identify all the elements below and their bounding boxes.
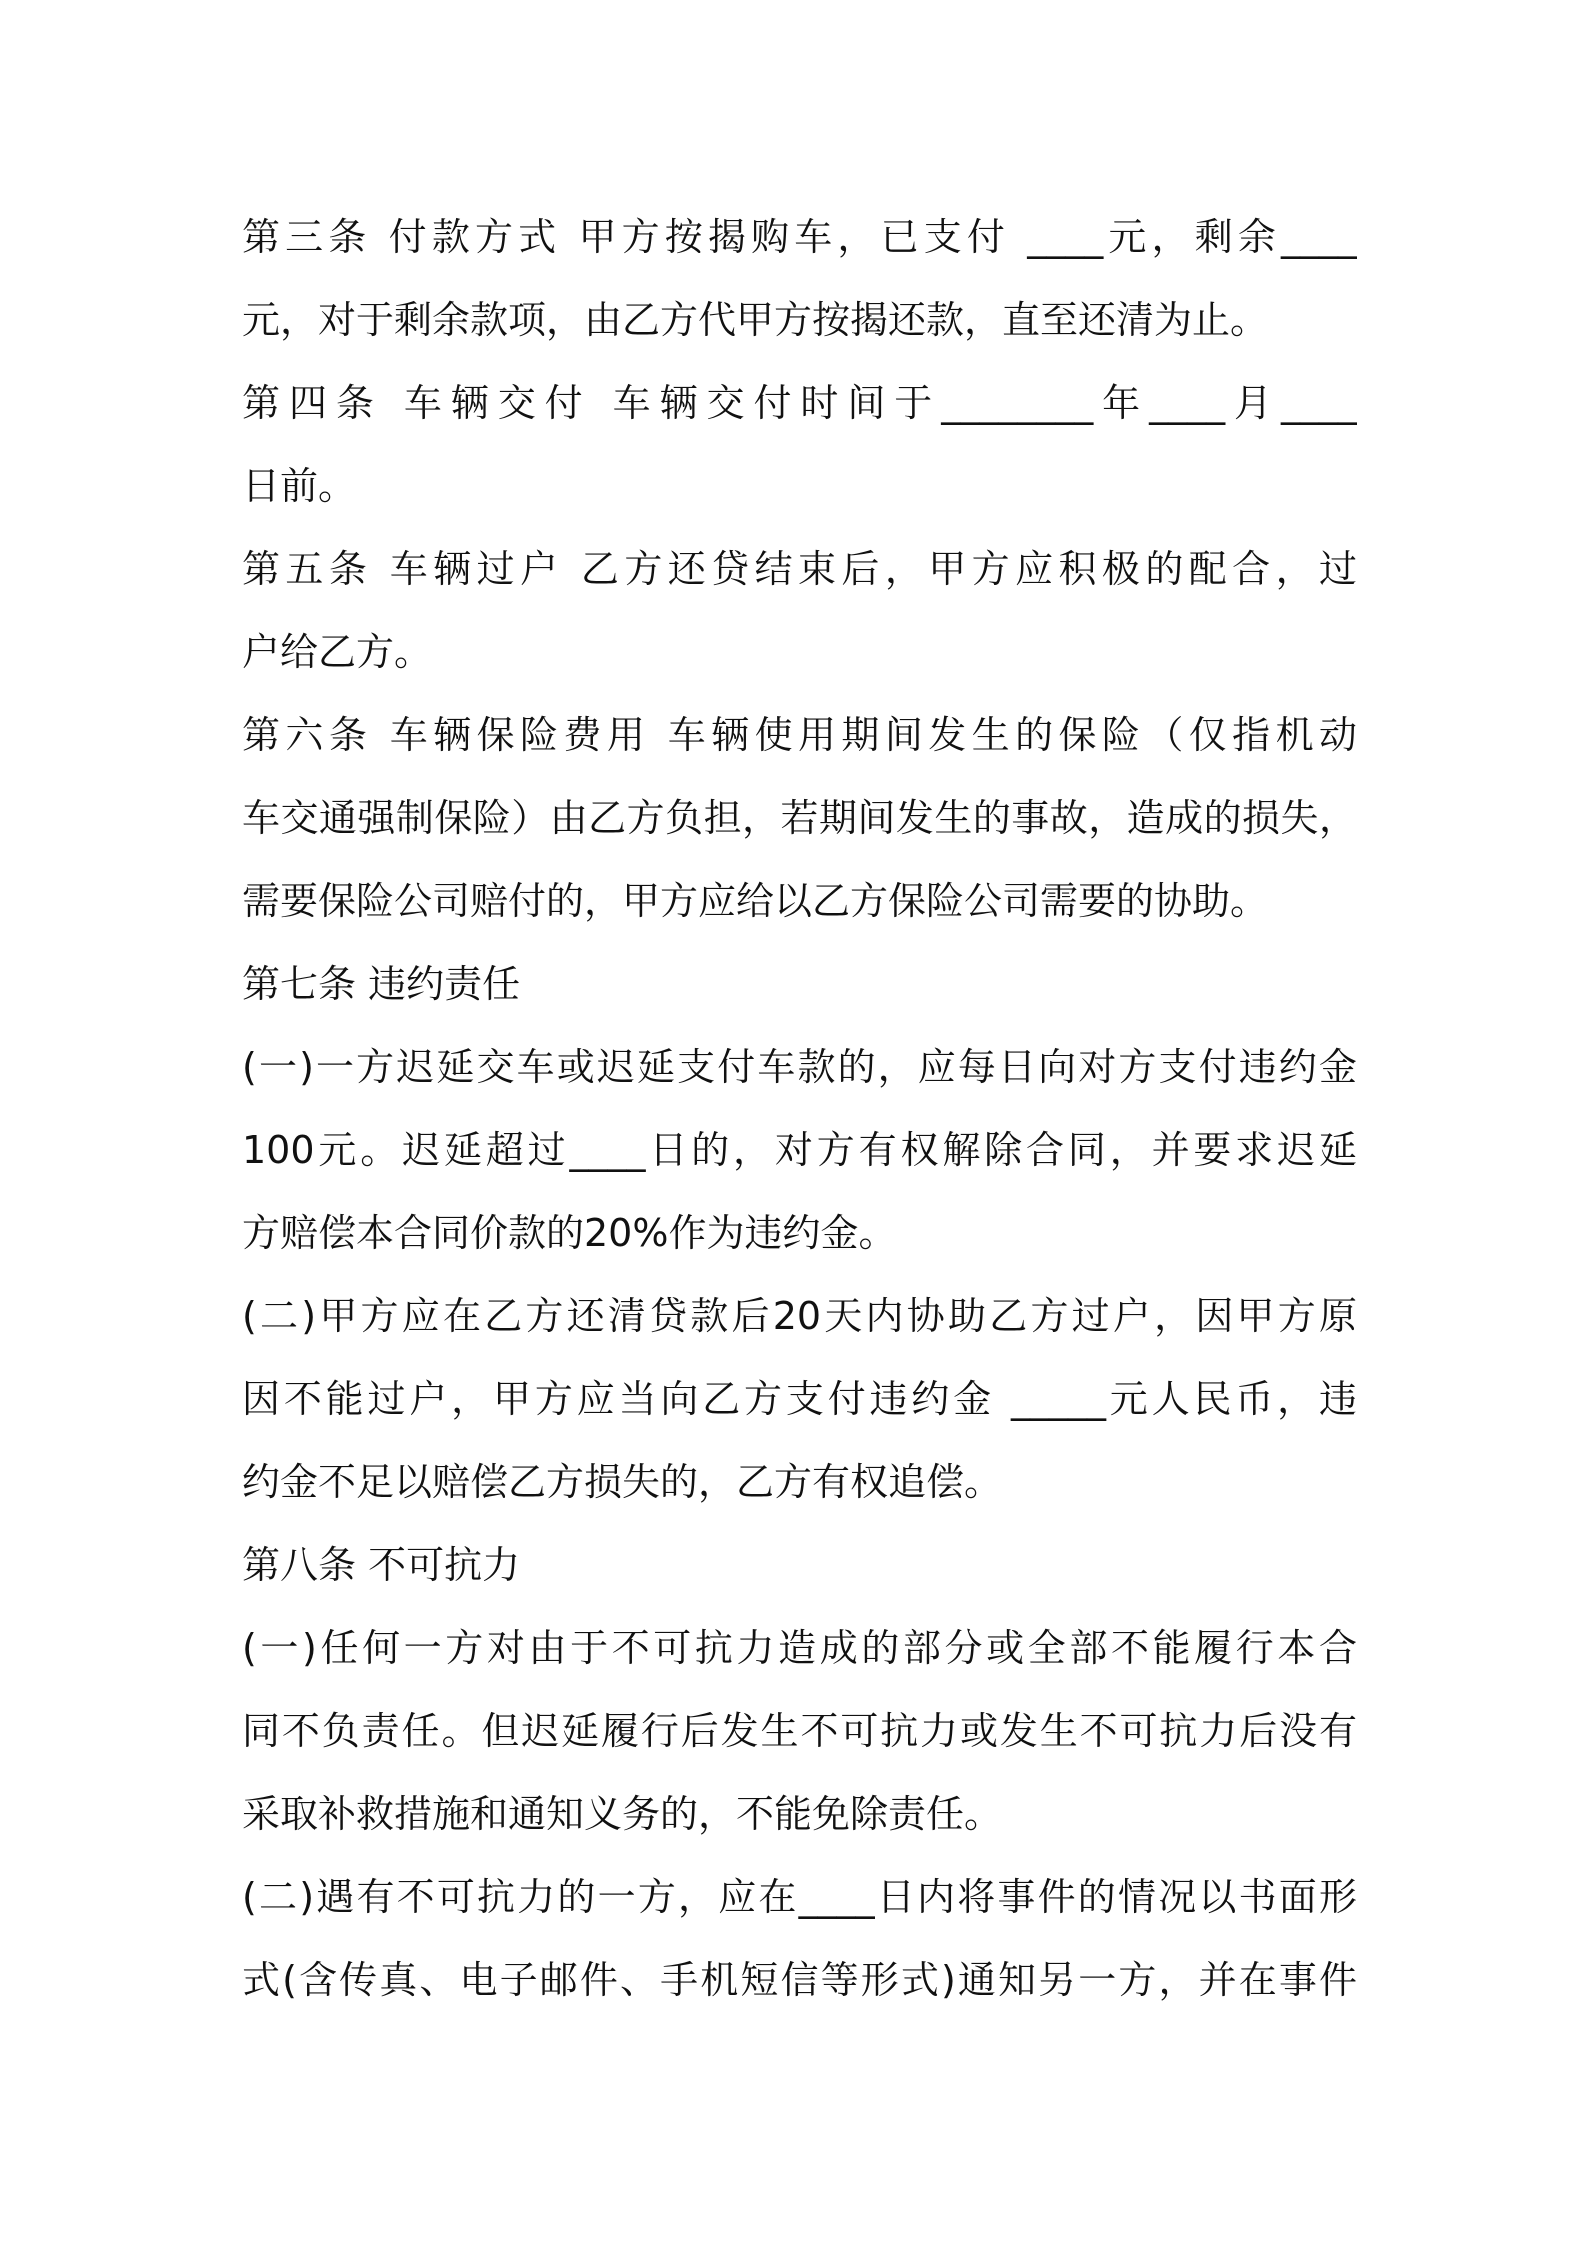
article-8-heading: 第八条 不可抗力 — [242, 1543, 521, 1587]
article-6-insurance-line-3: 需要保险公司赔付的，甲方应给以乙方保险公司需要的协助。 — [242, 879, 1269, 923]
article-7-clause-2-line-2: 因不能过户，甲方应当向乙方支付违约金 _____元人民币，违 — [242, 1377, 1357, 1421]
article-8-clause-1-line-3: 采取补救措施和通知义务的，不能免除责任。 — [242, 1792, 1003, 1836]
article-4-delivery-line-2: 日前。 — [242, 464, 357, 508]
article-8-clause-1-line-1: (一)任何一方对由于不可抗力造成的部分或全部不能履行本合 — [242, 1626, 1357, 1670]
article-3-payment-line-1: 第三条 付款方式 甲方按揭购车，已支付 ____元，剩余____ — [242, 215, 1357, 259]
article-8-clause-2-line-1: (二)遇有不可抗力的一方，应在____日内将事件的情况以书面形 — [242, 1875, 1357, 1919]
article-7-heading: 第七条 违约责任 — [242, 962, 521, 1006]
article-5-transfer-line-1: 第五条 车辆过户 乙方还贷结束后，甲方应积极的配合，过 — [242, 547, 1357, 591]
article-7-clause-1-line-2: 100元。迟延超过____日的，对方有权解除合同，并要求迟延 — [242, 1128, 1357, 1172]
article-7-clause-2-line-3: 约金不足以赔偿乙方损失的，乙方有权追偿。 — [242, 1460, 1003, 1504]
article-6-insurance-line-2: 车交通强制保险）由乙方负担，若期间发生的事故，造成的损失， — [242, 796, 1357, 840]
article-7-clause-1-line-3: 方赔偿本合同价款的20%作为违约金。 — [242, 1211, 897, 1255]
article-8-clause-1-line-2: 同不负责任。但迟延履行后发生不可抗力或发生不可抗力后没有 — [242, 1709, 1357, 1753]
article-7-clause-2-line-1: (二)甲方应在乙方还清贷款后20天内协助乙方过户，因甲方原 — [242, 1294, 1357, 1338]
article-8-clause-2-line-2: 式(含传真、电子邮件、手机短信等形式)通知另一方，并在事件 — [242, 1958, 1357, 2002]
contract-text — [242, 196, 1357, 2022]
article-6-insurance-line-1: 第六条 车辆保险费用 车辆使用期间发生的保险（仅指机动 — [242, 713, 1357, 757]
article-5-transfer-line-2: 户给乙方。 — [242, 630, 433, 674]
article-4-delivery-line-1: 第四条 车辆交付 车辆交付时间于________年____月____ — [242, 381, 1357, 425]
article-3-payment-line-2: 元，对于剩余款项，由乙方代甲方按揭还款，直至还清为止。 — [242, 298, 1269, 342]
article-7-clause-1-line-1: (一)一方迟延交车或迟延支付车款的，应每日向对方支付违约金 — [242, 1045, 1357, 1089]
